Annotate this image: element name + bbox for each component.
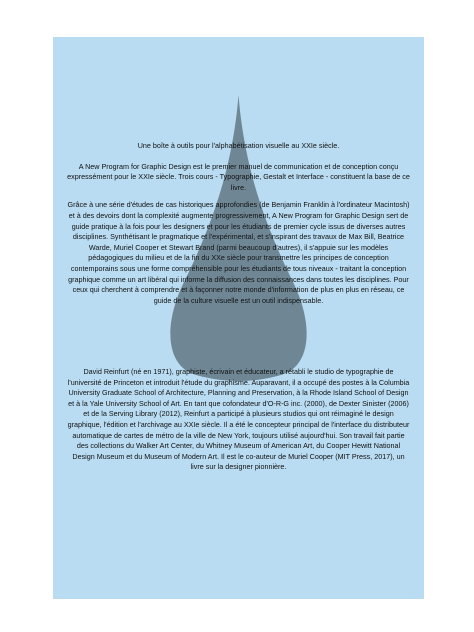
author-bio: David Reinfurt (né en 1971), graphiste, écrivain et éducateur, a rétabli le studio de typographie de l'université de Princeton et introduit l'étude du graphisme. Auparavant, il a occupé des postes à la Columbia University Graduate School of Architecture, Planning and Preservation, à la Rhode Island School of Design et à la Yale University School of Art. En tant que cofondateur d'O-R-G inc. (2000), de Dexter Sinister (2006) et de la Serving Library (2012), Reinfurt a participé à plusieurs studios qui ont réimaginé le design graphique, l'édition et l'archivage au XXIe siècle. Il a été le concepteur principal de l'interface du distributeur automatique de cartes de métro de la ville de New York, toujours utilisé aujourd'hui. Son travail fait partie des collections du Walker Art Center, du Whitney Museum of American Art, du Cooper Hewitt National Design Museum et du Museum of Modern Art. Il est le co-auteur de Muriel Cooper (MIT Press, 2017), un livre sur la designer pionnière. <box>67 367 410 472</box>
back-cover-panel <box>53 37 424 599</box>
description-paragraph-1: A New Program for Graphic Design est le premier manuel de communication et de conception conçu expressément pour le XXIe siècle. Trois cours - Typographie, Gestalt et Interface - constituent la base de ce livre. <box>67 161 410 192</box>
water-drop-graphic <box>53 37 424 599</box>
author-bio-block <box>53 367 424 480</box>
description-paragraph-2: Grâce à une série d'études de cas historiques approfondies (de Benjamin Franklin à l'ordinateur Macintosh) et à des devoirs dont la complexité augmente progressivement, A New Program for Graphic Design sert de guide pratique à la fois pour les designers et pour les étudiants de premier cycle issus de diverses autres disciplines. Synthétisant le pragmatique et l'expérimental, et s'inspirant des travaux de Max Bill, Beatrice Warde, Muriel Cooper et Stewart Brand (parmi beaucoup d'autres), il s'appuie sur les modèles pédagogiques du milieu et de la fin du XXe siècle pour transmettre les principes de conception contemporains sous une forme compréhensible pour les étudiants de tous niveaux - traitant la conception graphique comme un art libéral qui informe la diffusion des connaissances dans toutes les disciplines. Pour ceux qui cherchent à comprendre et à façonner notre monde d'information de plus en plus en réseau, ce guide de la culture visuelle est un outil indispensable. <box>67 200 410 305</box>
tagline: Une boîte à outils pour l'alphabétisation visuelle au XXIe siècle. <box>137 141 340 150</box>
description-block <box>53 141 424 313</box>
